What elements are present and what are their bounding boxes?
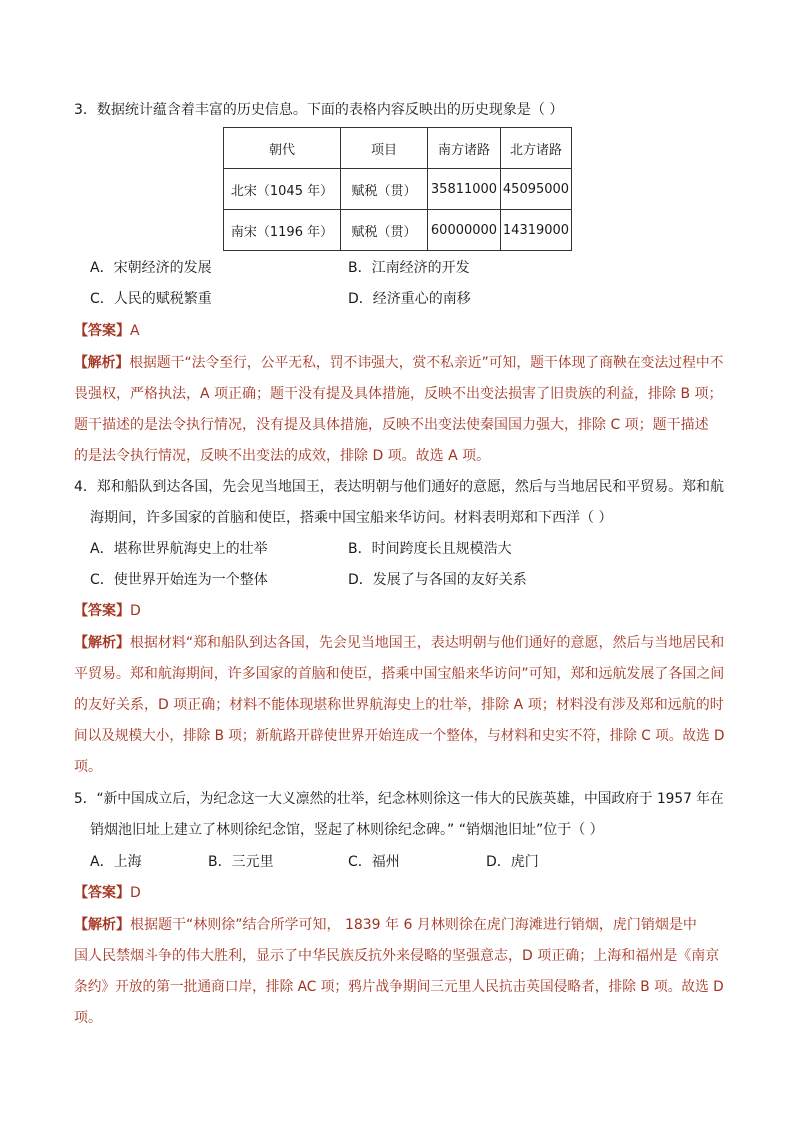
analysis-label: 【解析】 xyxy=(74,917,130,933)
q3-option-c: C．人民的赋税繁重 xyxy=(90,291,212,307)
q5-stem-line: 5．“新中国成立后，为纪念这一大义凛然的壮举，纪念林则徐这一伟大的民族英雄，中国政府于 1957 年在 xyxy=(74,791,724,807)
q4-analysis-line: 间以及规模大小，排除 B 项；新航路开辟使世界开始连成一个整体，与材料和史实不符，排除 C 项。故选 D xyxy=(74,728,725,744)
tax-table xyxy=(223,127,572,251)
q5-option-d: D．虎门 xyxy=(486,854,539,870)
q5-stem-line: 销烟池旧址上建立了林则徐纪念馆，竖起了林则徐纪念碑。” “销烟池旧址”位于（ ） xyxy=(90,822,604,838)
q4-analysis-line: 的友好关系，D 项正确；材料不能体现堪称世界航海史上的壮举，排除 A 项；材料没有涉及郑和远航的时 xyxy=(74,697,724,713)
table-row xyxy=(224,169,572,210)
q3-analysis-line: 畏强权，严格执法，A 项正确；题干没有提及具体措施，反映不出变法损害了旧贵族的利益，排除 B 项； xyxy=(74,386,723,402)
analysis-label: 【解析】 xyxy=(74,355,130,371)
q5-option-b: B．三元里 xyxy=(208,854,274,870)
answer-label: 【答案】 xyxy=(74,885,130,901)
answer-value: A xyxy=(130,323,140,339)
q4-stem-line: 4．郑和船队到达各国，先会见当地国王，表达明朝与他们通好的意愿，然后与当地居民和平贸易。郑和航 xyxy=(74,479,724,495)
q5-analysis-line: 国人民禁烟斗争的伟大胜利，显示了中华民族反抗外来侵略的坚强意志，D 项正确；上海和福州是《南京 xyxy=(74,948,720,964)
q4-option-d: D．发展了与各国的友好关系 xyxy=(348,572,527,588)
table-cell: 45095000 xyxy=(501,169,572,210)
q4-answer xyxy=(74,601,141,621)
q4-analysis-line: 平贸易。郑和航海期间，许多国家的首脑和使臣，搭乘中国宝船来华访问”可知，郑和远航发展了各国之间 xyxy=(74,666,725,682)
q3-analysis-line: 的是法令执行情况，反映不出变法的成效，排除 D 项。故选 A 项。 xyxy=(74,448,491,464)
answer-value: D xyxy=(130,603,141,619)
analysis-label: 【解析】 xyxy=(74,635,130,651)
q4-option-a: A．堪称世界航海史上的壮举 xyxy=(90,541,268,557)
q3-option-b: B．江南经济的开发 xyxy=(348,260,470,276)
table-row xyxy=(224,210,572,251)
q5-option-a: A．上海 xyxy=(90,854,142,870)
q3-analysis-line: 【解析】根据题干“法令至行，公平无私，罚不讳强大，赏不私亲近”可知，题干体现了商鞅在变法过程中不 xyxy=(74,355,724,371)
q4-option-b: B．时间跨度长且规模浩大 xyxy=(348,541,512,557)
q4-stem-line: 海期间，许多国家的首脑和使臣，搭乘中国宝船来华访问。材料表明郑和下西洋（ ） xyxy=(90,510,613,526)
header-cell: 项目 xyxy=(341,128,428,169)
q5-option-c: C．福州 xyxy=(348,854,400,870)
q5-analysis-line: 【解析】根据题干“林则徐”结合所学可知， 1839 年 6 月林则徐在虎门海滩进行销烟，虎门销烟是中 xyxy=(74,917,697,933)
table-cell: 14319000 xyxy=(501,210,572,251)
table-cell: 北宋（1045 年） xyxy=(224,169,341,210)
q3-option-d: D．经济重心的南移 xyxy=(348,291,471,307)
table-cell: 60000000 xyxy=(428,210,501,251)
answer-label: 【答案】 xyxy=(74,603,130,619)
header-cell: 北方诸路 xyxy=(501,128,572,169)
q5-analysis-line: 项。 xyxy=(74,1010,102,1026)
q3-answer xyxy=(74,321,140,341)
q3-stem: 3．数据统计蕴含着丰富的历史信息。下面的表格内容反映出的历史现象是（ ） xyxy=(74,102,564,118)
table-cell: 35811000 xyxy=(428,169,501,210)
q5-analysis-line: 条约》开放的第一批通商口岸，排除 AC 项；鸦片战争期间三元里人民抗击英国侵略者，排除 B 项。故选 D xyxy=(74,979,724,995)
table-cell: 赋税（贯） xyxy=(341,169,428,210)
answer-value: D xyxy=(130,885,141,901)
q3-option-a: A．宋朝经济的发展 xyxy=(90,260,212,276)
table-header-row xyxy=(224,128,572,169)
table-cell: 赋税（贯） xyxy=(341,210,428,251)
q4-analysis-line: 项。 xyxy=(74,759,102,775)
header-cell: 南方诸路 xyxy=(428,128,501,169)
table-cell: 南宋（1196 年） xyxy=(224,210,341,251)
q4-option-c: C．使世界开始连为一个整体 xyxy=(90,572,268,588)
header-cell: 朝代 xyxy=(224,128,341,169)
q4-analysis-line: 【解析】根据材料“郑和船队到达各国，先会见当地国王，表达明朝与他们通好的意愿，然后与当地居民和 xyxy=(74,635,725,651)
q5-answer xyxy=(74,883,141,903)
q3-analysis-line: 题干描述的是法令执行情况，没有提及具体措施，反映不出变法使秦国国力强大，排除 C 项；题干描述 xyxy=(74,417,709,433)
answer-label: 【答案】 xyxy=(74,323,130,339)
